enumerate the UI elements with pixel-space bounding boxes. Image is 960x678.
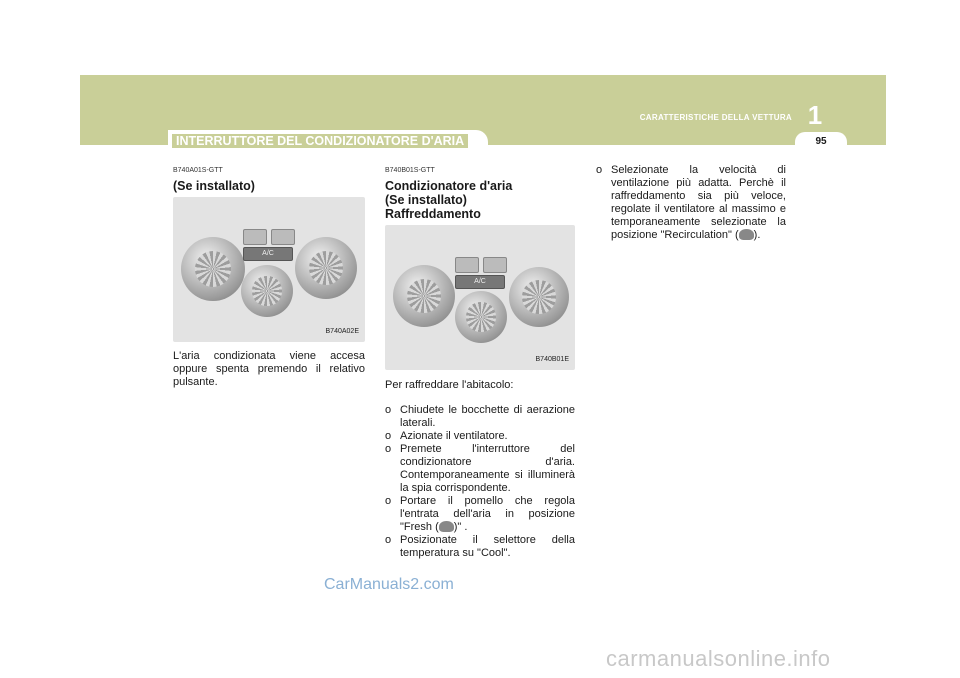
mode-buttons xyxy=(455,257,507,273)
recirculation-button-icon xyxy=(243,229,267,245)
middle-figure-code: B740B01E xyxy=(535,356,569,363)
ac-button: A/C xyxy=(455,275,505,289)
fan-knob-icon xyxy=(393,265,455,327)
list-item: o Premete l'interruttore del condizionatore d'aria. Contemporaneamente si illuminerà la spia corrispondente. xyxy=(385,443,575,494)
watermark-carmanualsonline[interactable]: carmanualsonline.info xyxy=(606,646,831,671)
left-code: B740A01S-GTT xyxy=(173,167,223,174)
left-figure-code: B740A02E xyxy=(325,328,359,335)
right-list xyxy=(596,164,786,242)
list-item: o Posizionate il selettore della temperatura su "Cool". xyxy=(385,534,575,559)
middle-column xyxy=(385,164,575,560)
ac-panel-figure xyxy=(173,197,365,342)
air-intake-knob-icon xyxy=(241,265,293,317)
left-column xyxy=(173,164,365,389)
middle-intro: Per raffreddare l'abitacolo: xyxy=(385,379,514,391)
watermark-carmanuals[interactable]: CarManuals2.com xyxy=(324,576,454,593)
defrost-button-icon xyxy=(483,257,507,273)
cooling-steps xyxy=(385,404,575,560)
fan-knob-icon xyxy=(181,237,245,301)
middle-heading-3: Raffreddamento xyxy=(385,207,481,221)
middle-heading-2: (Se installato) xyxy=(385,193,467,207)
chapter-number: 1 xyxy=(807,100,823,130)
page-number: 95 xyxy=(795,132,847,154)
mode-buttons xyxy=(243,229,295,245)
list-item: o Chiudete le bocchette di aerazione laterali. xyxy=(385,404,575,429)
right-column xyxy=(596,164,786,242)
left-body: L'aria condizionata viene accesa oppure spenta premendo il relativo pulsante. xyxy=(173,350,365,388)
cooling-panel-figure xyxy=(385,225,575,370)
air-intake-knob-icon xyxy=(455,291,507,343)
list-item: o Azionate il ventilatore. xyxy=(385,430,508,442)
recirculation-button-icon xyxy=(455,257,479,273)
recirculation-icon xyxy=(739,229,754,240)
ac-button: A/C xyxy=(243,247,293,261)
defrost-button-icon xyxy=(271,229,295,245)
middle-code: B740B01S-GTT xyxy=(385,167,435,174)
list-item: o Portare il pomello che regola l'entrata dell'aria in posizione "Fresh ( )" . xyxy=(385,495,575,533)
left-heading: (Se installato) xyxy=(173,179,255,193)
section-title: INTERRUTTORE DEL CONDIZIONATORE D'ARIA xyxy=(172,134,468,148)
temperature-knob-icon xyxy=(295,237,357,299)
temperature-knob-icon xyxy=(509,267,569,327)
chapter-title: CARATTERISTICHE DELLA VETTURA xyxy=(639,113,792,122)
fresh-air-icon xyxy=(439,521,454,532)
middle-heading-1: Condizionatore d'aria xyxy=(385,179,513,193)
list-item: o Selezionate la velocità di ventilazione più adatta. Perchè il raffreddamento sia più veloce, regolate il ventilatore al massimo e temporaneamente selezionate la posizione "Recirculation" ( ). xyxy=(596,164,786,241)
